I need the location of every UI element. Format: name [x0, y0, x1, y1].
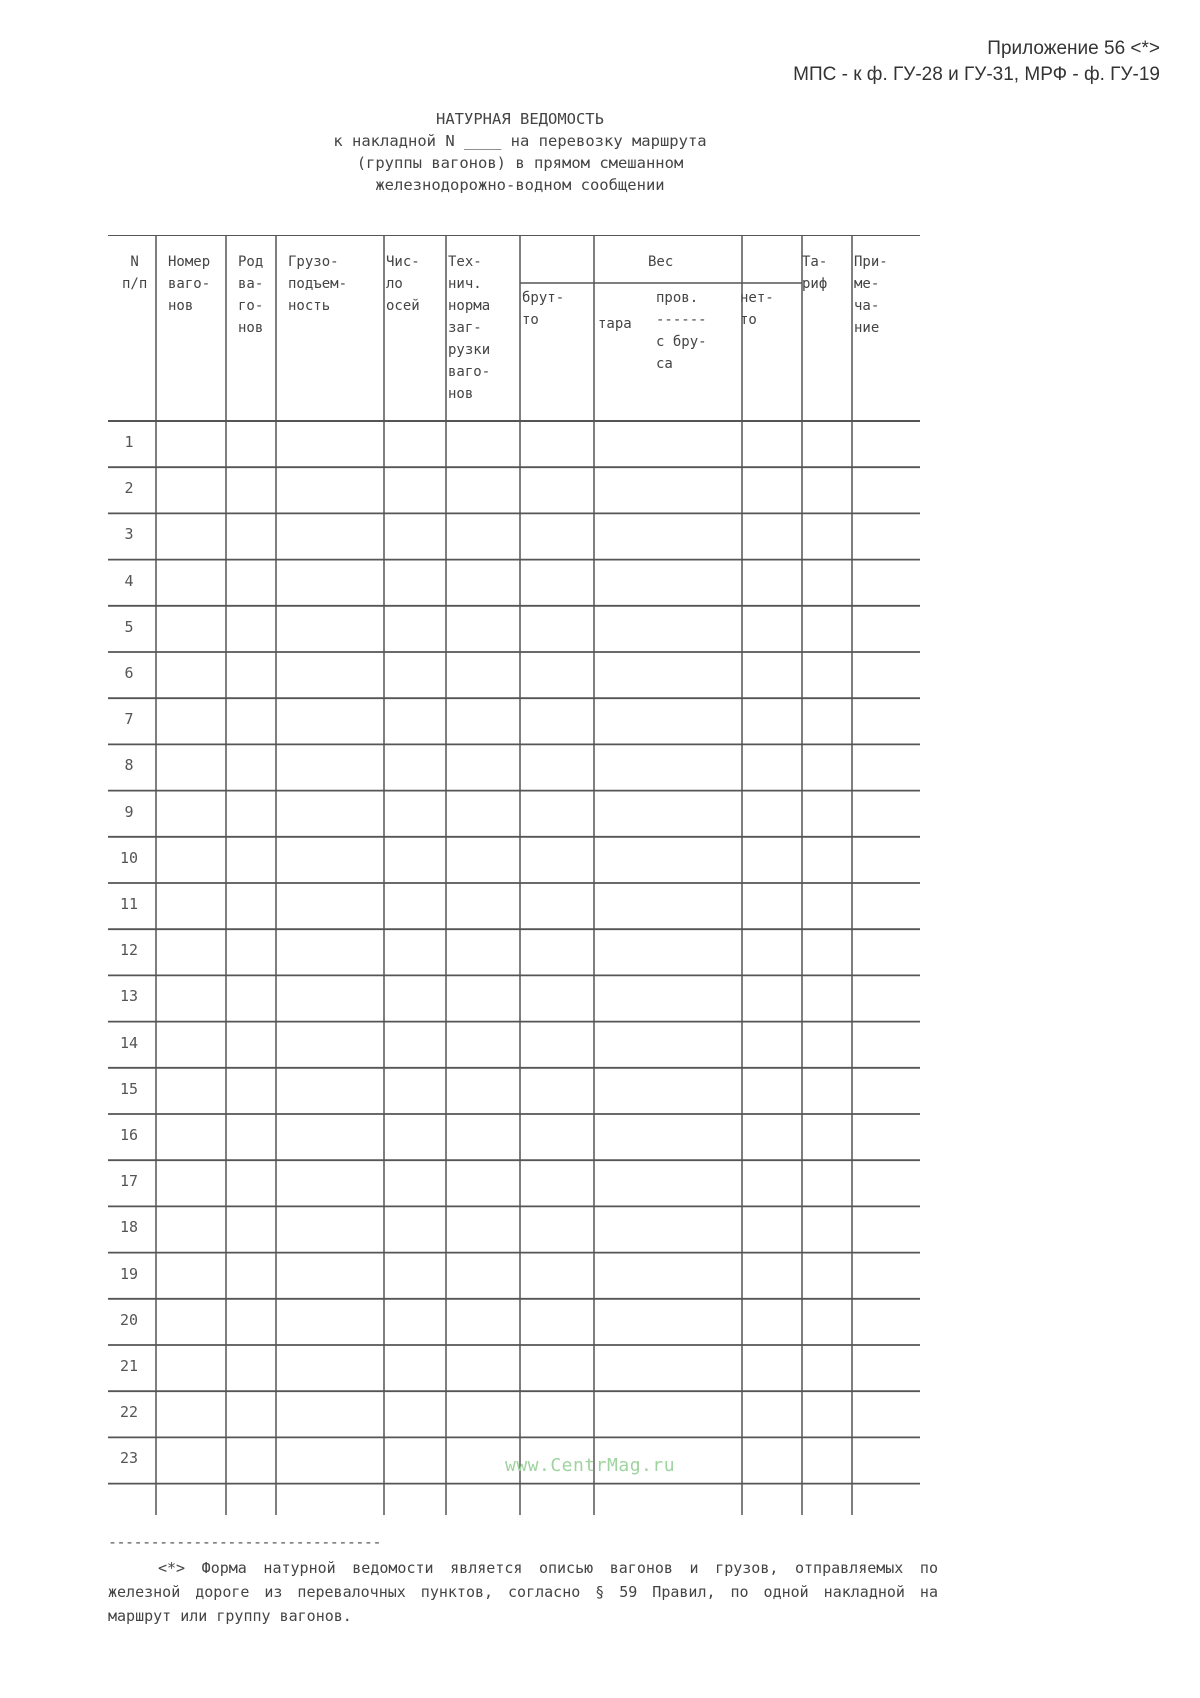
- header-net: нет- то: [740, 290, 774, 328]
- row-number: 5: [124, 617, 134, 636]
- row-number: 19: [119, 1264, 139, 1283]
- row-number: 9: [124, 802, 134, 821]
- header-wagon-kind: Род ва- го- нов: [238, 254, 264, 336]
- row-number: 22: [119, 1403, 139, 1422]
- footnote-text: <*> Форма натурной ведомости является описью вагонов и грузов, отправляемых по железной дороге из перевалочных пунктов, согласно § 59 Правил, по одной накладной на маршрут или группу вагонов.: [108, 1559, 938, 1625]
- header-tare-checked: пров. ------ с бру- са: [656, 290, 707, 372]
- header-note: При- ме- ча- ние: [854, 254, 888, 336]
- header-tare: тара: [598, 316, 632, 332]
- row-number: 13: [119, 987, 139, 1006]
- title-line-2: к накладной N ____ на перевозку маршрута: [333, 132, 707, 150]
- row-number: 2: [124, 479, 134, 498]
- row-number: 16: [119, 1126, 139, 1144]
- header-wagon-numbers: Номер ваго- нов: [168, 254, 211, 314]
- row-number: 6: [124, 664, 134, 682]
- header-tech-norm: Тех- нич. норма заг- рузки ваго- нов: [448, 254, 491, 402]
- header-num: N п/п: [122, 254, 148, 292]
- header-weight: Вес: [648, 254, 674, 270]
- row-number: 21: [119, 1357, 139, 1375]
- title-line-3: (группы вагонов) в прямом смешанном: [356, 154, 684, 172]
- appendix-line-2: МПС - к ф. ГУ-28 и ГУ-31, МРФ - ф. ГУ-19: [793, 64, 1160, 85]
- row-number: 14: [119, 1033, 139, 1052]
- row-number: 7: [124, 710, 134, 729]
- row-number: 17: [119, 1172, 139, 1191]
- row-number: 1: [124, 433, 134, 451]
- row-number: 3: [124, 525, 134, 544]
- row-number: 8: [124, 756, 134, 775]
- appendix-line-1: Приложение 56 <*>: [987, 38, 1160, 59]
- table-lines: [108, 235, 920, 1515]
- row-number: 18: [119, 1218, 139, 1237]
- document-title: [200, 108, 840, 196]
- row-number: 20: [119, 1310, 139, 1329]
- title-line-1: НАТУРНАЯ ВЕДОМОСТЬ: [436, 110, 604, 128]
- wagon-table: [108, 235, 920, 1515]
- row-number: 23: [119, 1449, 139, 1468]
- row-number: 15: [119, 1079, 139, 1098]
- row-number: 12: [119, 941, 139, 960]
- header-capacity: Грузо- подъем- ность: [288, 254, 348, 314]
- header-tariff: Та- риф: [802, 254, 828, 292]
- footnote-rule: --------------------------------: [108, 1533, 381, 1551]
- row-number: 11: [119, 895, 139, 913]
- header-axles: Чис- ло осей: [386, 254, 420, 314]
- title-line-4: железнодорожно-водном сообщении: [375, 176, 665, 194]
- appendix-note: [793, 36, 1160, 88]
- header-gross: брут- то: [522, 290, 565, 328]
- watermark-text: www.CentrMag.ru: [505, 1455, 676, 1476]
- row-number: 4: [124, 571, 134, 590]
- footnote: [108, 1532, 938, 1628]
- row-number: 10: [119, 848, 139, 867]
